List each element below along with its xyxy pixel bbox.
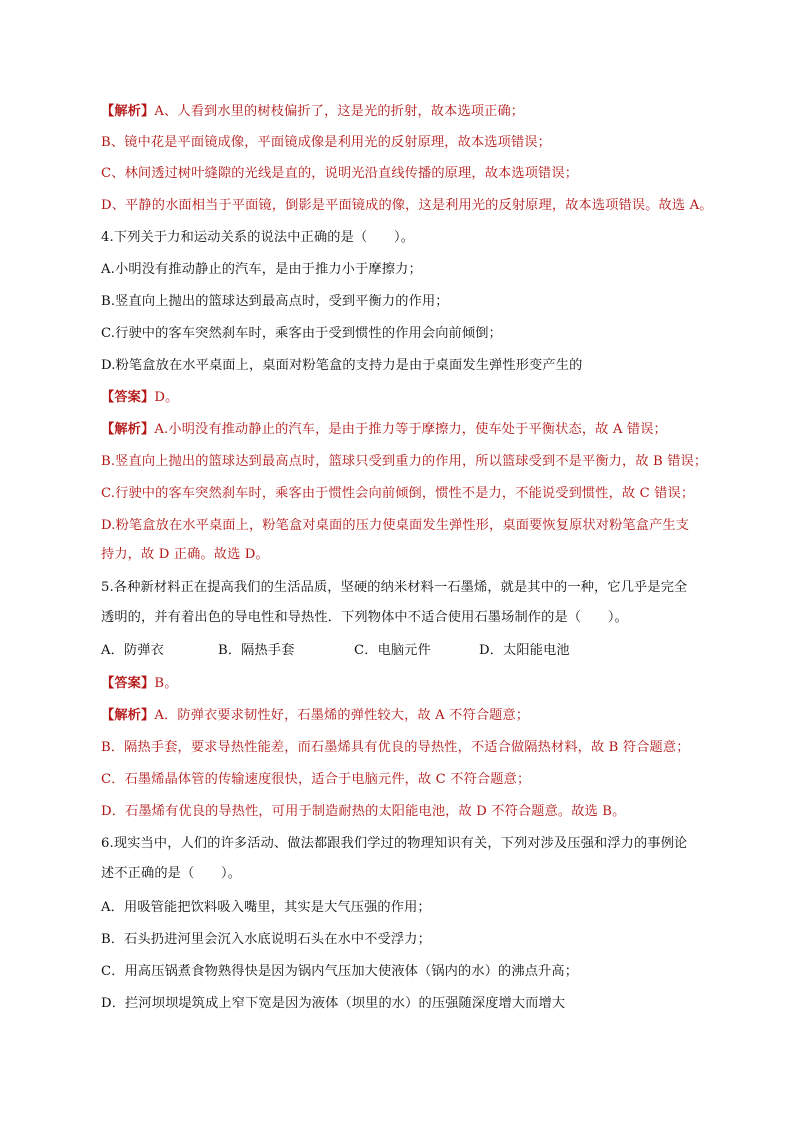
q3-analysis-line-c: C、林间透过树叶缝隙的光线是直的，说明光沿直线传播的原理，故本选项错误； bbox=[101, 166, 579, 181]
analysis-tag: 【解析】 bbox=[101, 104, 155, 119]
q5-stem-line-2: 透明的，并有着出色的导电性和导热性．下列物体中不适合使用石墨场制作的是（ ）。 bbox=[101, 610, 628, 625]
q3-analysis-line-d: D、平静的水面相当于平面镜，倒影是平面镜成的像，这是利用光的反射原理，故本选项错误。故选 A。 bbox=[101, 198, 713, 213]
q5-analysis-line-b: B．隔热手套，要求导热性能差，而石墨烯具有优良的导热性，不适合做隔热材料，故 B 符合题意； bbox=[101, 740, 690, 755]
q4-analysis-line-d: D.粉笔盒放在水平桌面上，粉笔盒对桌面的压力使桌面发生弹性形，桌面要恢复原状对粉笔盒产生支 bbox=[101, 518, 690, 533]
answer-value: B。 bbox=[154, 676, 178, 691]
q5-analysis-line-d: D．石墨烯有优良的导热性，可用于制造耐热的太阳能电池，故 D 不符合题意。故选 B。 bbox=[101, 804, 626, 819]
q5-options bbox=[101, 641, 570, 661]
q6-option-b: B．石头扔进河里会沉入水底说明石头在水中不受浮力； bbox=[101, 932, 431, 947]
q3-analysis-line-b: B、镜中花是平面镜成像，平面镜成像是利用光的反射原理，故本选项错误； bbox=[101, 135, 551, 150]
analysis-text: A.小明没有推动静止的汽车，是由于推力等于摩擦力，使车处于平衡状态，故 A 错误； bbox=[154, 422, 667, 437]
q4-analysis-line-d-cont: 持力，故 D 正确。故选 D。 bbox=[101, 547, 269, 562]
q4-stem: 4.下列关于力和运动关系的说法中正确的是（ ）。 bbox=[101, 230, 415, 245]
q3-analysis-line-a bbox=[101, 102, 524, 122]
answer-tag: 【答案】 bbox=[101, 390, 155, 405]
answer-value: D。 bbox=[154, 390, 179, 405]
q5-option-d: D．太阳能电池 bbox=[479, 643, 570, 658]
analysis-tag: 【解析】 bbox=[101, 708, 155, 723]
q5-analysis-line-a bbox=[101, 706, 529, 726]
q4-option-a: A.小明没有推动静止的汽车，是由于推力小于摩擦力； bbox=[101, 262, 422, 277]
q4-option-d: D.粉笔盒放在水平桌面上，桌面对粉笔盒的支持力是由于桌面发生弹性形变产生的 bbox=[101, 358, 583, 373]
answer-tag: 【答案】 bbox=[101, 676, 155, 691]
q6-option-c: C．用高压锅煮食物熟得快是因为锅内气压加大使液体（锅内的水）的沸点升高； bbox=[101, 964, 579, 979]
q4-analysis-line-a bbox=[101, 420, 667, 440]
q5-option-a: A．防弹衣 bbox=[101, 643, 165, 658]
analysis-tag: 【解析】 bbox=[101, 422, 155, 437]
q5-answer bbox=[101, 674, 178, 694]
q4-option-c: C.行驶中的客车突然刹车时，乘客由于受到惯性的作用会向前倾倒； bbox=[101, 326, 502, 341]
q5-option-b: B．隔热手套 bbox=[218, 643, 295, 658]
q6-stem-line-1: 6.现实当中，人们的许多活动、做法都跟我们学过的物理知识有关，下列对涉及压强和浮力的事例论 bbox=[101, 836, 688, 851]
q4-analysis-line-b: B.竖直向上抛出的篮球达到最高点时，篮球只受到重力的作用，所以篮球受到不是平衡力，故 B 错误； bbox=[101, 454, 708, 469]
q4-option-b: B.竖直向上抛出的篮球达到最高点时，受到平衡力的作用； bbox=[101, 294, 449, 309]
q5-stem-line-1: 5.各种新材料正在提高我们的生活品质，坚硬的纳米材料一石墨烯，就是其中的一种，它几乎是完全 bbox=[101, 580, 688, 595]
q5-analysis-line-c: C．石墨烯晶体管的传输速度很快，适合于电脑元件，故 C 不符合题意； bbox=[101, 772, 531, 787]
q5-option-c: C．电脑元件 bbox=[354, 643, 431, 658]
analysis-text: A、人看到水里的树枝偏折了，这是光的折射，故本选项正确； bbox=[154, 104, 525, 119]
q6-stem-line-2: 述不正确的是（ ）。 bbox=[101, 866, 242, 881]
q6-option-d: D．拦河坝坝堤筑成上窄下宽是因为液体（坝里的水）的压强随深度增大而增大 bbox=[101, 996, 566, 1011]
q4-analysis-line-c: C.行驶中的客车突然刹车时，乘客由于惯性会向前倾倒，惯性不是力，不能说受到惯性，故 C 错误； bbox=[101, 486, 695, 501]
analysis-text: A．防弹衣要求韧性好，石墨烯的弹性较大，故 A 不符合题意； bbox=[154, 708, 530, 723]
q4-answer bbox=[101, 388, 178, 408]
q6-option-a: A．用吸管能把饮料吸入嘴里，其实是大气压强的作用； bbox=[101, 900, 431, 915]
